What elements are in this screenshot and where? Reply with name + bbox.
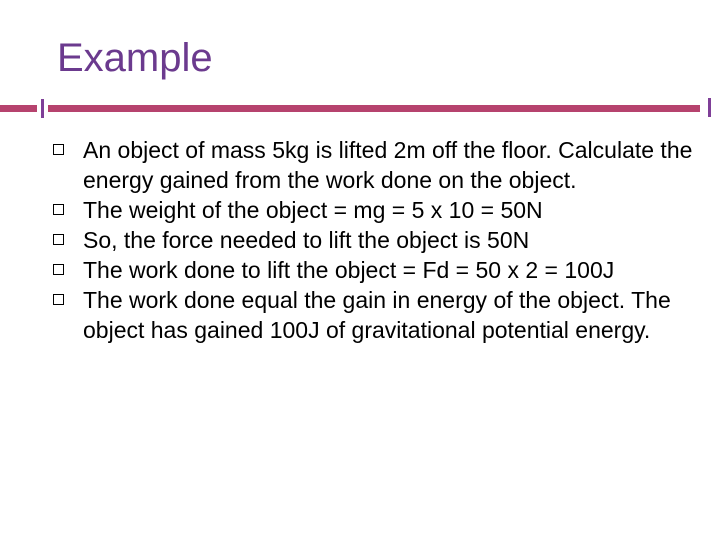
bullet-text: The work done equal the gain in energy of the object. The object has gained 100J of gravitational potential energy. — [83, 287, 671, 343]
bullet-text: So, the force needed to lift the object is 50N — [83, 227, 530, 253]
square-bullet-icon — [53, 294, 64, 305]
title-divider-line — [48, 105, 700, 112]
bullet-item — [53, 135, 693, 195]
bullet-item — [53, 285, 693, 345]
slide-title: Example — [57, 36, 213, 80]
bullet-text: The work done to lift the object = Fd = 50 x 2 = 100J — [83, 257, 615, 283]
bullet-list — [53, 135, 693, 345]
bullet-text: An object of mass 5kg is lifted 2m off the floor. Calculate the energy gained from the work done on the object. — [83, 137, 693, 193]
bullet-item — [53, 225, 693, 255]
square-bullet-icon — [53, 264, 64, 275]
square-bullet-icon — [53, 204, 64, 215]
bullet-text: The weight of the object = mg = 5 x 10 = 50N — [83, 197, 543, 223]
title-divider-bar — [41, 99, 44, 118]
title-divider-end-bar — [708, 98, 711, 117]
bullet-item — [53, 195, 693, 225]
title-divider-left — [0, 105, 37, 112]
bullet-item — [53, 255, 693, 285]
square-bullet-icon — [53, 234, 64, 245]
square-bullet-icon — [53, 144, 64, 155]
